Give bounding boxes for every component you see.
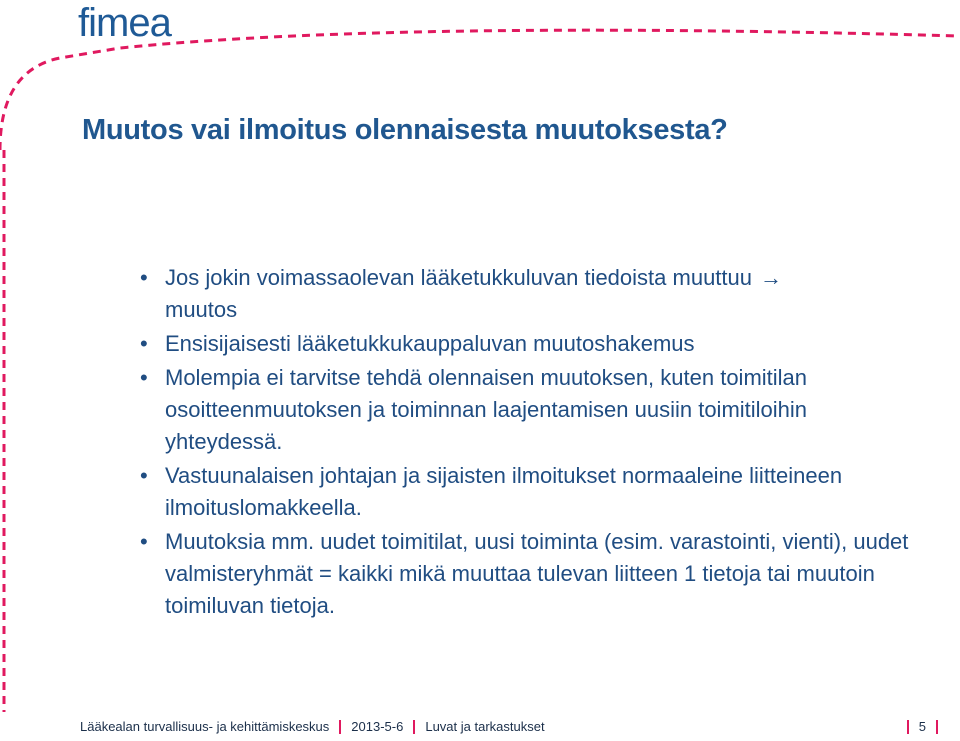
logo-text: fimea <box>78 1 171 44</box>
bullet-dot: • <box>140 529 148 554</box>
bullet-text-continued: muutos <box>165 297 238 322</box>
footer-separator <box>339 720 341 734</box>
footer-date: 2013-5-6 <box>351 719 404 734</box>
bullet-dot: • <box>140 463 148 488</box>
bullet-dot: • <box>140 265 148 290</box>
slide-title: Muutos vai ilmoitus olennaisesta muutoksesta? <box>82 114 728 146</box>
page-number-area <box>897 719 948 734</box>
arrow-right-icon: → <box>760 265 782 290</box>
footer <box>80 719 545 734</box>
page-number: 5 <box>918 719 926 734</box>
bullet-item <box>140 362 910 458</box>
bullet-text: Jos jokin voimassaolevan lääketukkuluvan tiedoista muuttuu <box>165 265 752 290</box>
footer-separator <box>936 720 938 734</box>
bullet-item <box>140 328 910 360</box>
bullet-dot: • <box>140 365 148 390</box>
bullet-item <box>140 460 910 524</box>
footer-organization: Lääkealan turvallisuus- ja kehittämiskeskus <box>80 719 330 734</box>
bullet-item <box>140 262 910 326</box>
bullet-dot: • <box>140 331 148 356</box>
fimea-logo <box>78 0 190 44</box>
footer-topic: Luvat ja tarkastukset <box>425 719 545 734</box>
bullet-item <box>140 526 910 622</box>
bullet-list <box>140 262 910 624</box>
bullet-text: Muutoksia mm. uudet toimitilat, uusi toiminta (esim. varastointi, vienti), uudet valmisteryhmät = kaikki mikä muuttaa tulevan liitteen 1 tietoja tai muutoin toimiluvan tietoja. <box>165 529 909 618</box>
bullet-text: Ensisijaisesti lääketukkukauppaluvan muutoshakemus <box>165 331 695 356</box>
footer-separator <box>907 720 909 734</box>
footer-separator <box>413 720 415 734</box>
bullet-text: Molempia ei tarvitse tehdä olennaisen muutoksen, kuten toimitilan osoitteenmuutoksen ja toiminnan laajentamisen uusiin toimitiloihin yhteydessä. <box>165 365 808 454</box>
bullet-text: Vastuunalaisen johtajan ja sijaisten ilmoitukset normaaleine liitteineen ilmoituslomakkeella. <box>165 463 843 520</box>
